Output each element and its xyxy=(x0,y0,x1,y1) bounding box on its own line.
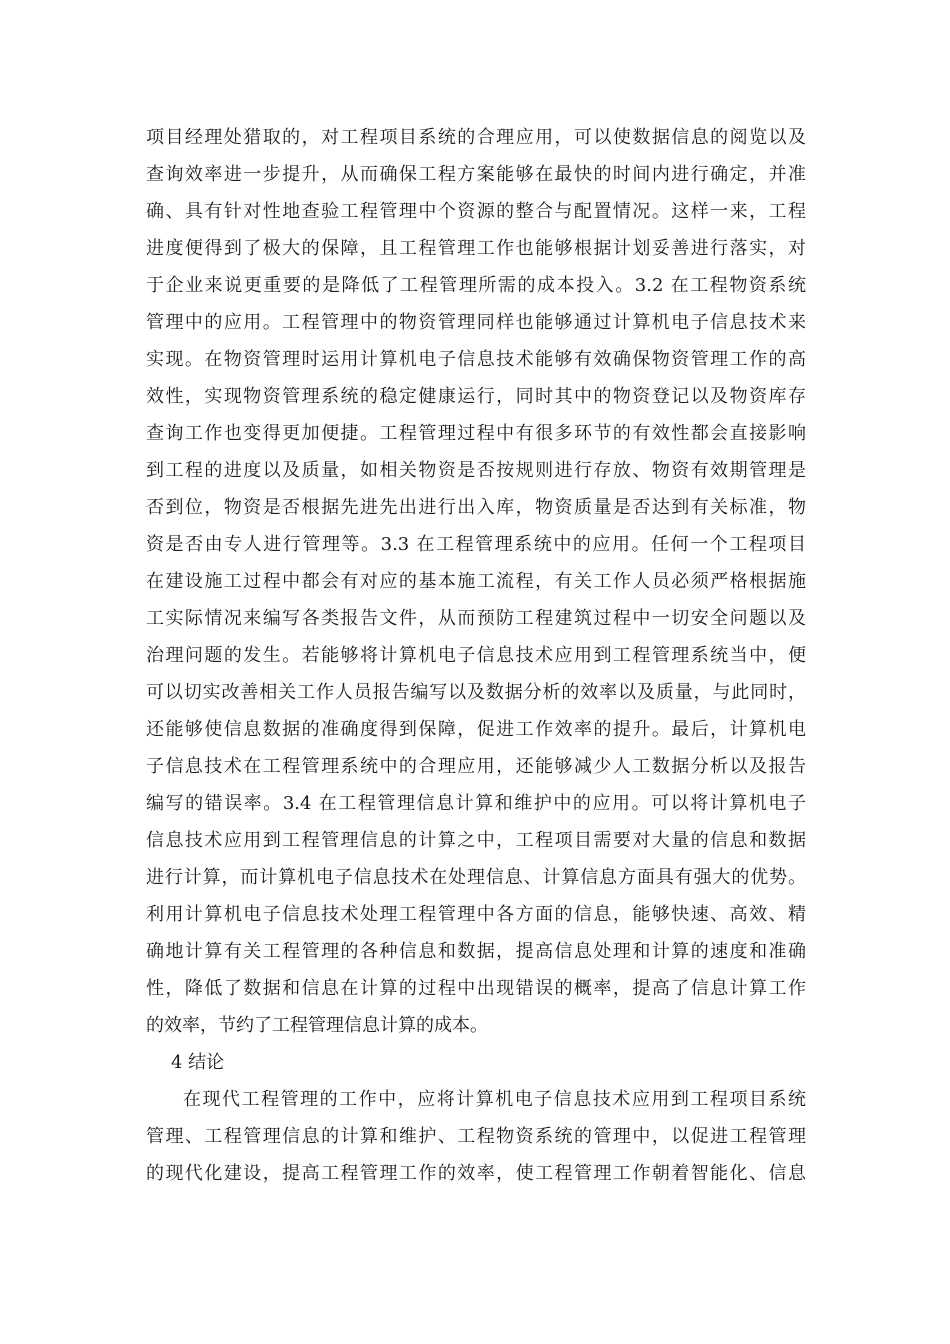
body-line: 实现。在物资管理时运用计算机电子信息技术能够有效确保物资管理工作的高 xyxy=(146,349,806,370)
body-line: 子信息技术在工程管理系统中的合理应用，还能够减少人工数据分析以及报告 xyxy=(146,756,806,777)
body-line: 信息技术应用到工程管理信息的计算之中，工程项目需要对大量的信息和数据 xyxy=(146,830,806,851)
body-line: 在建设施工过程中都会有对应的基本施工流程，有关工作人员必须严格根据施 xyxy=(146,571,806,592)
body-line: 治理问题的发生。若能够将计算机电子信息技术应用到工程管理系统当中，便 xyxy=(146,645,806,666)
body-line: 确地计算有关工程管理的各种信息和数据，提高信息处理和计算的速度和准确 xyxy=(146,941,806,962)
conclusion-line: 管理、工程管理信息的计算和维护、工程物资系统的管理中，以促进工程管理 xyxy=(146,1126,806,1147)
body-line: 于企业来说更重要的是降低了工程管理所需的成本投入。3.2 在工程物资系统 xyxy=(146,275,806,296)
body-line: 资是否由专人进行管理等。3.3 在工程管理系统中的应用。任何一个工程项目 xyxy=(146,534,806,555)
body-line: 查询工作也变得更加便捷。工程管理过程中有很多环节的有效性都会直接影响 xyxy=(146,423,806,444)
body-line: 工实际情况来编写各类报告文件，从而预防工程建筑过程中一切安全问题以及 xyxy=(146,608,806,629)
body-line: 否到位，物资是否根据先进先出进行出入库，物资质量是否达到有关标准，物 xyxy=(146,497,806,518)
body-line: 管理中的应用。工程管理中的物资管理同样也能够通过计算机电子信息技术来 xyxy=(146,312,806,333)
body-line: 查询效率进一步提升，从而确保工程方案能够在最快的时间内进行确定，并准 xyxy=(146,164,806,185)
body-line: 项目经理处猎取的，对工程项目系统的合理应用，可以使数据信息的阅览以及 xyxy=(146,127,806,148)
body-line: 到工程的进度以及质量，如相关物资是否按规则进行存放、物资有效期管理是 xyxy=(146,460,806,481)
body-line: 可以切实改善相关工作人员报告编写以及数据分析的效率以及质量，与此同时， xyxy=(146,682,806,703)
body-line: 的效率，节约了工程管理信息计算的成本。 xyxy=(146,1015,488,1036)
section-heading: 4 结论 xyxy=(171,1052,225,1073)
body-line: 性，降低了数据和信息在计算的过程中出现错误的概率，提高了信息计算工作 xyxy=(146,978,806,999)
conclusion-line: 的现代化建设，提高工程管理工作的效率，使工程管理工作朝着智能化、信息 xyxy=(146,1163,806,1184)
body-line: 进度便得到了极大的保障，且工程管理工作也能够根据计划妥善进行落实，对 xyxy=(146,238,806,259)
body-line: 效性，实现物资管理系统的稳定健康运行，同时其中的物资登记以及物资库存 xyxy=(146,386,806,407)
body-line: 确、具有针对性地查验工程管理中个资源的整合与配置情况。这样一来，工程 xyxy=(146,201,806,222)
body-line: 编写的错误率。3.4 在工程管理信息计算和维护中的应用。可以将计算机电子 xyxy=(146,793,806,814)
body-line: 利用计算机电子信息技术处理工程管理中各方面的信息，能够快速、高效、精 xyxy=(146,904,806,925)
conclusion-line: 在现代工程管理的工作中，应将计算机电子信息技术应用到工程项目系统 xyxy=(183,1089,806,1110)
body-line: 还能够使信息数据的准确度得到保障，促进工作效率的提升。最后，计算机电 xyxy=(146,719,806,740)
body-line: 进行计算，而计算机电子信息技术在处理信息、计算信息方面具有强大的优势。 xyxy=(146,867,806,888)
